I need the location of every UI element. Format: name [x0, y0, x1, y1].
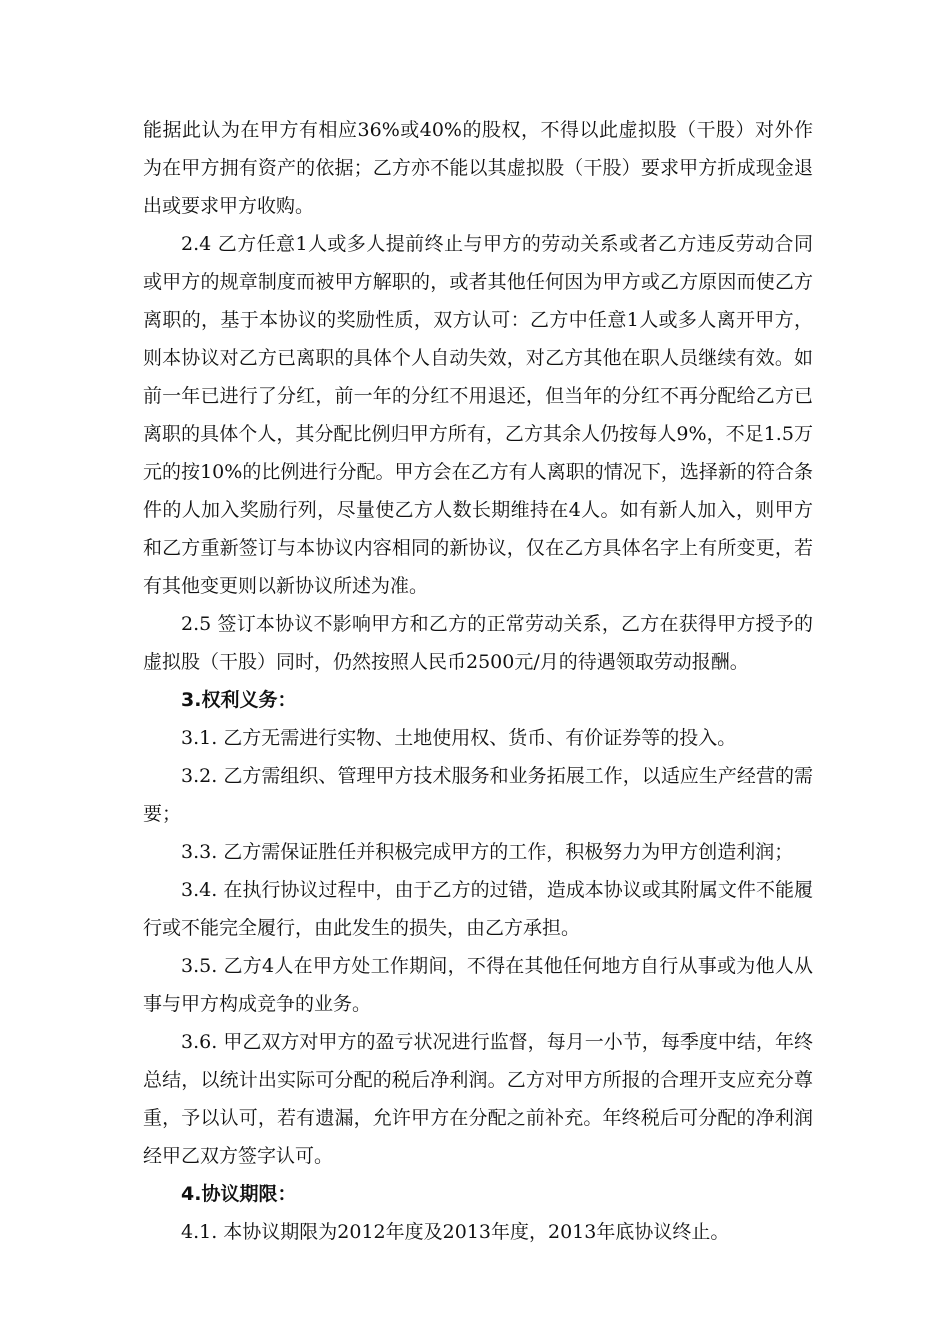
clause-4-1: 4.1. 本协议期限为2012年度及2013年度，2013年底协议终止。 [181, 1221, 730, 1243]
clause-3-4: 3.4. 在执行协议过程中，由于乙方的过错，造成本协议或其附属文件不能履行或不能完全履行，由此发生的损失，由乙方承担。 [143, 879, 813, 939]
clause-3-5: 3.5. 乙方4人在甲方处工作期间，不得在其他任何地方自行从事或为他人从事与甲方构成竞争的业务。 [143, 955, 813, 1015]
paragraph-continuation: 能据此认为在甲方有相应36%或40%的股权，不得以此虚拟股（干股）对外作为在甲方拥有资产的依据；乙方亦不能以其虚拟股（干股）要求甲方折成现金退出或要求甲方收购。 [143, 119, 813, 217]
section-heading-agreement-term: 4.协议期限： [181, 1183, 297, 1205]
clause-3-1: 3.1. 乙方无需进行实物、土地使用权、货币、有价证券等的投入。 [181, 727, 737, 749]
paragraph-2-4: 2.4 乙方任意1人或多人提前终止与甲方的劳动关系或者乙方违反劳动合同或甲方的规章制度而被甲方解职的，或者其他任何因为甲方或乙方原因而使乙方离职的，基于本协议的奖励性质，双方认可：乙方中任意1人或多人离开甲方，则本协议对乙方已离职的具体个人自动失效，对乙方其他在职人员继续有效。如前一年已进行了分红，前一年的分红不用退还，但当年的分红不再分配给乙方已离职的具体个人，其分配比例归甲方所有，乙方其余人仍按每人9%，不足1.5万元的按10%的比例进行分配。甲方会在乙方有人离职的情况下，选择新的符合条件的人加入奖励行列，尽量使乙方人数长期维持在4人。如有新人加入，则甲方和乙方重新签订与本协议内容相同的新协议，仅在乙方具体名字上有所变更，若有其他变更则以新协议所述为准。 [143, 233, 813, 597]
clause-3-6: 3.6. 甲乙双方对甲方的盈亏状况进行监督，每月一小节，每季度中结，年终总结，以统计出实际可分配的税后净利润。乙方对甲方所报的合理开支应充分尊重，予以认可，若有遗漏，允许甲方在分配之前补充。年终税后可分配的净利润经甲乙双方签字认可。 [143, 1031, 813, 1167]
clause-3-3: 3.3. 乙方需保证胜任并积极完成甲方的工作，积极努力为甲方创造利润； [181, 841, 794, 863]
paragraph-2-5: 2.5 签订本协议不影响甲方和乙方的正常劳动关系，乙方在获得甲方授予的虚拟股（干股）同时，仍然按照人民币2500元/月的待遇领取劳动报酬。 [143, 613, 813, 673]
clause-3-2: 3.2. 乙方需组织、管理甲方技术服务和业务拓展工作，以适应生产经营的需要； [143, 765, 813, 825]
document-body [143, 111, 813, 1251]
section-heading-rights-obligations: 3.权利义务： [181, 689, 297, 711]
